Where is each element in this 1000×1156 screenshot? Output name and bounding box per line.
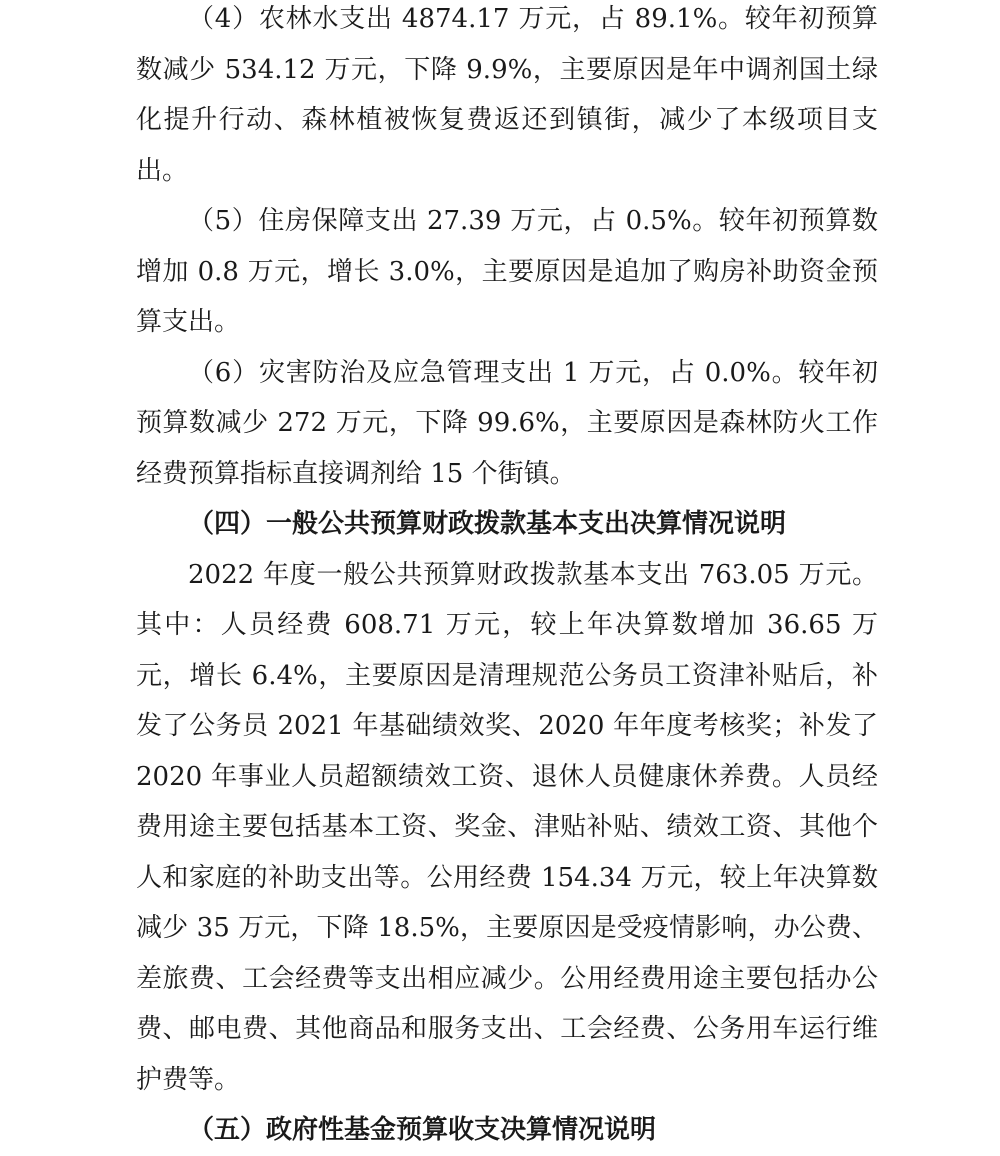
paragraph-basic-expenditure: 2022 年度一般公共预算财政拨款基本支出 763.05 万元。其中：人员经费 608.71 万元，较上年决算数增加 36.65 万元，增长 6.4%，主要原因是清理规范公务员工资津补贴后，补发了公务员 2021 年基础绩效奖、2020 年年度考核奖；补发了 2020 年事业人员超额绩效工资、退休人员健康休养费。人员经费用途主要包括基本工资、奖金、津贴补贴、绩效工资、其他个人和家庭的补助支出等。公用经费 154.34 万元，较上年决算数减少 35 万元，下降 18.5%，主要原因是受疫情影响，办公费、差旅费、工会经费等支出相应减少。公用经费用途主要包括办公费、邮电费、其他商品和服务支出、工会经费、公务用车运行维护费等。	[136, 559, 878, 1095]
section-heading-basic-expenditure: （四）一般公共预算财政拨款基本支出决算情况说明	[188, 509, 787, 539]
paragraph-disaster-expenditure: （6）灾害防治及应急管理支出 1 万元，占 0.0%。较年初预算数减少 272 万元，下降 99.6%，主要原因是森林防火工作经费预算指标直接调剂给 15 个街镇。	[136, 357, 878, 489]
section-heading-government-fund: （五）政府性基金预算收支决算情况说明	[188, 1115, 657, 1145]
paragraph-housing-expenditure: （5）住房保障支出 27.39 万元，占 0.5%。较年初预算数增加 0.8 万元，增长 3.0%，主要原因是追加了购房补助资金预算支出。	[136, 206, 878, 337]
document-page	[136, 0, 878, 1156]
paragraph-agriculture-expenditure: （4）农林水支出 4874.17 万元，占 89.1%。较年初预算数减少 534.12 万元，下降 9.9%，主要原因是年中调剂国土绿化提升行动、森林植被恢复费返还到镇街，减少了本级项目支出。	[136, 4, 878, 186]
